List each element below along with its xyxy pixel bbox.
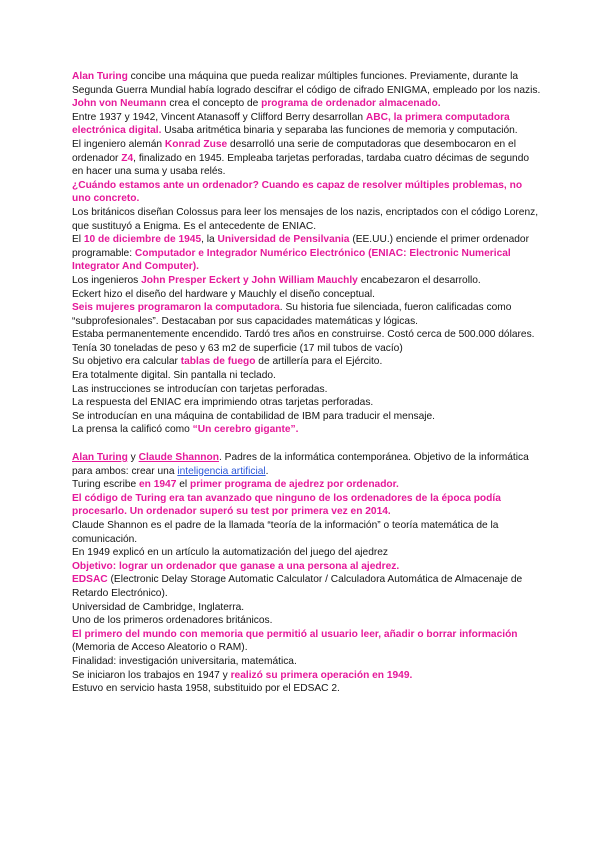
text: Usaba aritmética binaria y separaba las funciones de memoria y computación. — [161, 125, 518, 137]
highlight-paragraph: El código de Turing era tan avanzado que ninguno de los ordenadores de la época podía procesarlo. Un ordenador superó su test por primera vez en 2014. — [72, 492, 501, 518]
paragraph: Estaba permanentemente encendido. Tardó tres años en construirse. Costó cerca de 500.000 dólares. Tenía 30 toneladas de peso y 63 m2 de superficie (17 mil tubos de vacío) — [72, 329, 535, 354]
text: crea el concepto de — [166, 98, 262, 110]
highlight: programa de ordenador almacenado. — [261, 98, 441, 110]
text: (Memoria de Acceso Aleatorio o RAM). — [72, 642, 248, 654]
highlight: Z4 — [121, 152, 134, 164]
highlight: tablas de fuego — [180, 356, 256, 368]
paragraph — [72, 301, 542, 328]
paragraph: Universidad de Cambridge, Inglaterra. — [72, 601, 245, 613]
paragraph: Uno de los primeros ordenadores británicos. — [72, 615, 273, 627]
ai-link[interactable]: inteligencia artificial — [177, 465, 266, 477]
text: Turing escribe — [72, 479, 139, 491]
highlight: Konrad Zuse — [164, 138, 228, 150]
highlight: John Presper Eckert y John William Mauchly — [141, 274, 358, 286]
paragraph: Los británicos diseñan Colossus para leer los mensajes de los nazis, encriptados con el código Lorenz, que sustituyó a Enigma. Es el antecedente de ENIAC. — [72, 206, 539, 232]
paragraph — [72, 451, 542, 478]
text: encabezaron el desarrollo. — [357, 274, 481, 286]
paragraph: Claude Shannon es el padre de la llamada “teoría de la información” o teoría matemática de la comunicación. — [72, 520, 499, 545]
paragraph — [72, 628, 542, 655]
paragraph: Eckert hizo el diseño del hardware y Mauchly el diseño conceptual. — [72, 288, 375, 300]
text: La prensa la calificó como — [72, 424, 193, 436]
paragraph: Las instrucciones se introducían con tarjetas perforadas. — [72, 383, 328, 395]
document-page — [72, 70, 542, 696]
paragraph — [72, 70, 542, 97]
highlight: El primero del mundo con memoria que permitió al usuario leer, añadir o borrar información — [72, 628, 518, 640]
text: (EE.UU.) enciende el primer ordenador programable: — [72, 234, 529, 259]
highlight: Alan Turing — [72, 71, 128, 82]
text: Su objetivo era calcular — [72, 356, 181, 368]
text: El ingeniero alemán — [72, 138, 165, 150]
paragraph — [72, 97, 542, 111]
highlight: “Un cerebro gigante”. — [192, 424, 299, 436]
text: El — [72, 234, 84, 246]
highlight-underlined: Alan Turing — [72, 452, 128, 464]
text: . Su historia fue silenciada, fueron calificadas como “subprofesionales”. Destacaban por sus capacidades matemáticas y lógicas. — [72, 302, 512, 327]
text: , la — [201, 234, 218, 246]
highlight-paragraph: ¿Cuándo estamos ante un ordenador? Cuando es capaz de resolver múltiples problemas, no uno concreto. — [72, 179, 523, 205]
highlight: ABC, la primera computadora electrónica digital. — [72, 111, 510, 137]
paragraph — [72, 355, 542, 369]
text: . Padres de la informática contemporánea. Objetivo de la informática para ambos: crear una — [72, 452, 529, 477]
highlight: John von Neumann — [72, 98, 167, 110]
paragraph — [72, 478, 542, 492]
paragraph: Se introducían en una máquina de contabilidad de IBM para traducir el mensaje. — [72, 410, 436, 422]
paragraph — [72, 274, 542, 288]
text: el — [176, 479, 190, 491]
text: Los ingenieros — [72, 274, 142, 286]
paragraph: Estuvo en servicio hasta 1958, substituido por el EDSAC 2. — [72, 683, 340, 695]
highlight: realizó su primera operación en 1949. — [230, 669, 413, 681]
highlight: primer programa de ajedrez por ordenador. — [189, 479, 399, 491]
highlight: EDSAC — [72, 574, 108, 586]
paragraph — [72, 138, 542, 179]
paragraph — [72, 573, 542, 600]
paragraph: Era totalmente digital. Sin pantalla ni teclado. — [72, 370, 276, 382]
paragraph — [72, 423, 542, 437]
highlight: en 1947 — [139, 479, 177, 491]
paragraph: En 1949 explicó en un artículo la automatización del juego del ajedrez — [72, 547, 389, 559]
text: . — [265, 465, 269, 477]
paragraph: Finalidad: investigación universitaria, matemática. — [72, 655, 297, 667]
highlight-underlined: Claude Shannon — [138, 452, 219, 464]
text: y — [127, 452, 139, 464]
text: de artillería para el Ejército. — [255, 356, 383, 368]
text: concibe una máquina que pueda realizar múltiples funciones. Previamente, durante la Segunda Guerra Mundial había logrado descifrar el código de cifrado ENIGMA, empleado por los nazis. — [72, 71, 541, 96]
paragraph — [72, 669, 542, 683]
text: (Electronic Delay Storage Automatic Calculator / Calculadora Automática de Almacenaje de Retardo Electrónico). — [72, 574, 523, 599]
text: Entre 1937 y 1942, Vincent Atanasoff y Clifford Berry desarrollan — [72, 111, 366, 123]
text: , finalizado en 1945. Empleaba tarjetas perforadas, tardaba cuatro décimas de segundo en hacer una suma y usaba relés. — [72, 152, 530, 178]
section-spacer — [72, 437, 542, 451]
highlight: Computador e Integrador Numérico Electrónico (ENIAC: Electronic Numerical Integrator And Computer). — [72, 247, 511, 273]
text: desarrolló una serie de computadoras que desembocaron en el ordenador — [72, 138, 516, 164]
highlight: Universidad de Pensilvania — [217, 234, 350, 246]
paragraph: La respuesta del ENIAC era imprimiendo otras tarjetas perforadas. — [72, 397, 374, 409]
text: Se iniciaron los trabajos en 1947 y — [72, 669, 231, 681]
paragraph — [72, 233, 542, 274]
highlight: 10 de diciembre de 1945 — [83, 234, 202, 246]
highlight: Seis mujeres programaron la computadora — [72, 302, 280, 314]
highlight-paragraph: Objetivo: lograr un ordenador que ganase a una persona al ajedrez. — [72, 560, 400, 572]
paragraph — [72, 111, 542, 138]
